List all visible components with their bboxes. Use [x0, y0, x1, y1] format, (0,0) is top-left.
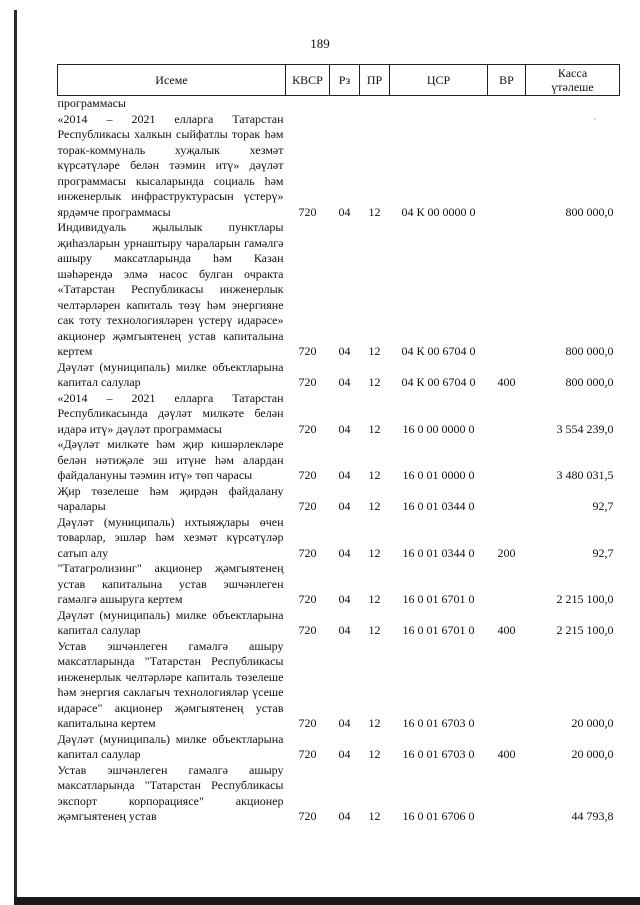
row-rz: 04 — [338, 592, 351, 606]
row-vr — [488, 96, 526, 112]
row-rz: 04 — [338, 375, 351, 389]
row-amount: 92,7 — [592, 545, 614, 560]
row-rz: 04 — [338, 344, 351, 358]
row-name: Дәүләт (муниципаль) милке объектларына капитал салулар — [57, 731, 284, 761]
scan-speck: , — [594, 112, 596, 121]
table-row — [58, 639, 620, 732]
table-row — [58, 391, 620, 438]
row-csr: 04 К 00 0000 0 — [401, 204, 476, 219]
row-rz: 04 — [338, 747, 351, 761]
header-kassa-line2: үтәлеше — [551, 80, 594, 94]
row-amount: 800 000,0 — [565, 375, 614, 389]
row-name: Дәүләт (муниципаль) ихтыяҗлары өчен товарлар, эшләр һәм хезмәт күрсәтүләр сатып алу — [57, 514, 284, 560]
table-row — [58, 484, 620, 515]
row-name: Индивидуаль җылылык пунктлары җиһазларын урнаштыру чараларын гамәлгә ашыру максатларында һәм Казан шәһәрендә элмә насос булган очракта «Татарстан Республикасы инженерлык челтәрләрен капиталь төзү һәм энергияне сак тоту технологияләрен үстерү идарәсе» акционер җәмгыятенең устав капиталына кертем — [57, 220, 284, 358]
table-row — [58, 360, 620, 391]
row-vr — [488, 391, 526, 438]
row-kvsr: 720 — [298, 747, 317, 761]
row-csr: 04 К 00 6704 0 — [401, 375, 476, 389]
table-row — [58, 112, 620, 221]
row-rz: 04 — [338, 623, 351, 637]
row-name: «2014 – 2021 елларга Татарстан Республикасы халкын сыйфатлы торак һәм торак-коммуналь хуҗалык хезмәт күрсәтүләре белән тәэмин итү» дәүләт программасы кысаларында социаль һәм инженерлык инфраструктурасын үстерү» ярдәмче программасы — [57, 111, 284, 219]
row-rz: 04 — [338, 545, 351, 560]
table-row — [58, 763, 620, 825]
row-rz: 04 — [338, 468, 351, 482]
row-kvsr: 720 — [298, 375, 317, 389]
budget-table — [57, 64, 620, 825]
header-vr: ВР — [488, 65, 526, 96]
row-vr: 400 — [497, 623, 516, 637]
row-pr: 12 — [368, 468, 381, 482]
row-vr: 400 — [497, 747, 516, 761]
header-kvsr: КВСР — [286, 65, 330, 96]
row-amount: 800 000,0 — [565, 204, 614, 219]
header-rz: Рз — [330, 65, 360, 96]
row-name: "Татагролизинг" акционер җәмгыятенең устав капиталына устав эшчәнлеген гамәлгә ашыруга кертем — [57, 561, 284, 606]
row-csr: 16 0 01 6701 0 — [402, 592, 475, 606]
row-csr: 16 0 01 0344 0 — [402, 499, 475, 513]
row-amount: 20 000,0 — [571, 716, 614, 730]
row-csr — [390, 96, 488, 112]
row-kvsr: 720 — [298, 468, 317, 482]
row-kvsr: 720 — [298, 204, 317, 219]
row-pr: 12 — [368, 499, 381, 513]
row-pr: 12 — [368, 421, 381, 436]
page-number: 189 — [310, 36, 330, 51]
header-pr: ПР — [360, 65, 390, 96]
row-amount — [526, 96, 620, 112]
row-vr — [488, 484, 526, 515]
row-csr: 04 К 00 6704 0 — [401, 344, 476, 358]
row-kvsr: 720 — [298, 545, 317, 560]
row-vr — [488, 763, 526, 825]
row-name: «2014 – 2021 елларга Татарстан Республикасында дәүләт милкәте белән идарә итү» дәүләт программасы — [57, 390, 284, 436]
row-amount: 2 215 100,0 — [556, 592, 614, 606]
row-rz: 04 — [338, 204, 351, 219]
row-pr: 12 — [368, 809, 381, 823]
scan-edge-bottom — [14, 897, 640, 905]
row-pr: 12 — [368, 623, 381, 637]
row-amount: 20 000,0 — [571, 747, 614, 761]
row-pr: 12 — [368, 747, 381, 761]
row-name: Устав эшчәнлеген гамәлгә ашыру максатларында "Татарстан Республикасы инженерлык челтәрләре капиталь төзелеше һәм энергия саклагыч технологияләр үсеше идарәсе" акционер җәмгыятенең устав капиталына кертем — [57, 638, 284, 730]
row-kvsr: 720 — [298, 623, 317, 637]
row-kvsr — [286, 96, 330, 112]
row-name: Дәүләт (муниципаль) милке объектларына капитал салулар — [57, 607, 284, 637]
table-row — [58, 608, 620, 639]
row-csr: 16 0 00 0000 0 — [402, 421, 475, 436]
row-name: программасы — [57, 96, 126, 110]
row-kvsr: 720 — [298, 344, 317, 358]
table-row — [58, 561, 620, 608]
row-amount: 3 480 031,5 — [556, 468, 614, 482]
row-csr: 16 0 01 0344 0 — [402, 545, 475, 560]
scan-edge-left — [14, 10, 17, 905]
row-name: Устав эшчәнлеген гамәлгә ашыру максатларында "Татарстан Республикасы экспорт корпорациясе" акционер җәмгыятенең устав — [57, 762, 284, 823]
row-kvsr: 720 — [298, 499, 317, 513]
row-pr: 12 — [368, 344, 381, 358]
row-rz — [330, 96, 360, 112]
row-csr: 16 0 01 6706 0 — [402, 809, 475, 823]
row-vr — [488, 561, 526, 608]
row-amount: 800 000,0 — [565, 344, 614, 358]
row-amount: 92,7 — [592, 499, 614, 513]
header-kassa-line1: Касса — [557, 66, 588, 80]
row-vr — [488, 112, 526, 221]
row-pr: 12 — [368, 545, 381, 560]
header-name: Исеме — [58, 65, 286, 96]
row-kvsr: 720 — [298, 592, 317, 606]
row-vr — [488, 220, 526, 360]
row-vr — [488, 639, 526, 732]
table-body — [58, 96, 620, 825]
row-csr: 16 0 01 6703 0 — [402, 716, 475, 730]
row-rz: 04 — [338, 421, 351, 436]
row-amount: 3 554 239,0 — [556, 421, 614, 436]
row-name: Җир төзелеше һәм җирдән файдалану чаралары — [57, 483, 284, 513]
row-pr: 12 — [368, 592, 381, 606]
row-pr: 12 — [368, 375, 381, 389]
row-csr: 16 0 01 6703 0 — [402, 747, 475, 761]
row-rz: 04 — [338, 499, 351, 513]
row-kvsr: 720 — [298, 809, 317, 823]
row-pr — [360, 96, 390, 112]
budget-table-container — [57, 64, 619, 825]
row-rz: 04 — [338, 716, 351, 730]
row-vr — [488, 437, 526, 484]
table-row — [58, 220, 620, 360]
row-vr: 400 — [497, 375, 516, 389]
header-row — [58, 65, 620, 96]
row-kvsr: 720 — [298, 421, 317, 436]
row-vr: 200 — [497, 545, 516, 560]
table-row — [58, 437, 620, 484]
row-name: Дәүләт (муниципаль) милке объектларына капитал салулар — [57, 359, 284, 389]
row-amount: 2 215 100,0 — [556, 623, 614, 637]
row-pr: 12 — [368, 716, 381, 730]
table-row — [58, 732, 620, 763]
header-csr: ЦСР — [390, 65, 488, 96]
header-kassa — [526, 65, 620, 96]
row-amount: 44 793,8 — [571, 809, 614, 823]
row-csr: 16 0 01 0000 0 — [402, 468, 475, 482]
row-pr: 12 — [368, 204, 381, 219]
row-name: «Дәүләт милкәте һәм җир кишәрлекләре белән нәтиҗәле эш итүне һәм алардан файдалануны тәэмин итү» төп чарасы — [57, 437, 284, 482]
row-csr: 16 0 01 6701 0 — [402, 623, 475, 637]
table-row — [58, 96, 620, 112]
table-row — [58, 515, 620, 562]
row-kvsr: 720 — [298, 716, 317, 730]
row-rz: 04 — [338, 809, 351, 823]
